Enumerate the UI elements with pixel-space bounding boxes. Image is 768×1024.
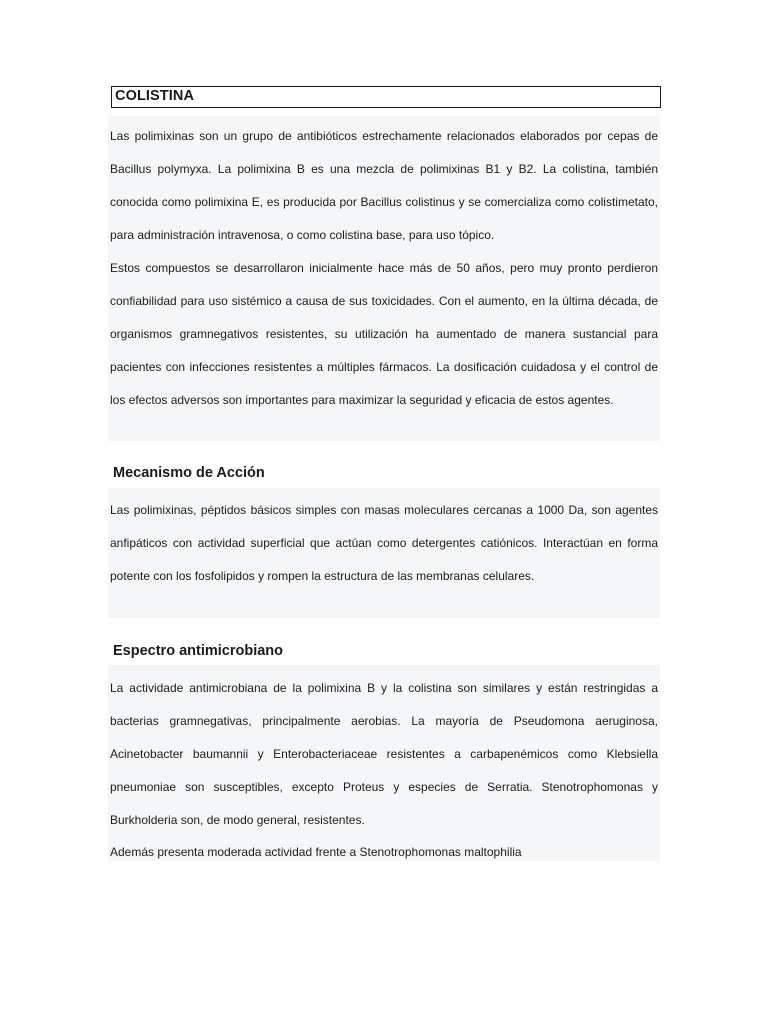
section-heading-mechanism: Mecanismo de Acción xyxy=(113,465,265,481)
mechanism-paragraph: Las polimixinas, péptidos básicos simples con masas moleculares cercanas a 1000 Da, son agentes anfipáticos con actividad superficial que actúan como detergentes catiónicos. Interactúan en forma potente con los fosfolipidos y rompen la estructura de las membranas celulares. xyxy=(110,503,658,583)
section-heading-spectrum: Espectro antimicrobiano xyxy=(113,643,284,659)
intro-paragraph-2: Estos compuestos se desarrollaron inicialmente hace más de 50 años, pero muy pronto perdieron confiabilidad para uso sistémico a causa de sus toxicidades. Con el aumento, en la última década, de organismos gramnegativos resistentes, su utilización ha aumentado de manera sustancial para pacientes con infecciones resistentes a múltiples fármacos. La dosificación cuidadosa y el control de los efectos adversos son importantes para maximizar la seguridad y eficacia de estos agentes. xyxy=(110,261,658,407)
spectrum-paragraph-1: La actividade antimicrobiana de la polimixina B y la colistina son similares y están restringidas a bacterias gramnegativas, principalmente aerobias. La mayoría de Pseudomona aeruginosa, Acinetobacter baumannii y Enterobacteriaceae resistentes a carbapenémicos como Klebsiella pneumoniae son susceptibles, excepto Proteus y especies de Serratia. Stenotrophomonas y Burkholderia son, de modo general, resistentes. xyxy=(110,681,658,827)
spectrum-paragraph-2: Además presenta moderada actividad frente a Stenotrophomonas maltophilia xyxy=(110,845,522,859)
title-box xyxy=(111,86,661,108)
document-title: COLISTINA xyxy=(115,88,195,104)
intro-paragraph-1: Las polimixinas son un grupo de antibióticos estrechamente relacionados elaborados por cepas de Bacillus polymyxa. La polimixina B es una mezcla de polimixinas B1 y B2. La colistina, también conocida como polimixina E, es producida por Bacillus colistinus y se comercializa como colistimetato, para administración intravenosa, o como colistina base, para uso tópico. xyxy=(110,129,658,242)
